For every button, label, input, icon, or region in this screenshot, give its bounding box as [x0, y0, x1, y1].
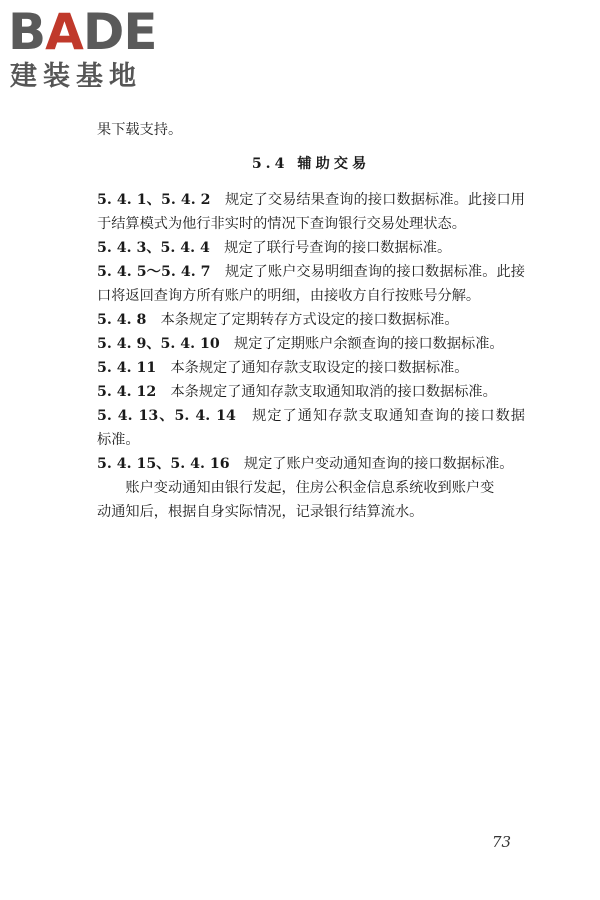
- clause-number: 5. 4. 11: [97, 360, 157, 376]
- paragraph-line: 果下载支持。: [97, 122, 183, 138]
- clause-text: 规定了账户交易明细查询的接口数据标准。此接: [224, 264, 525, 280]
- clause-5-4-12: [97, 380, 525, 404]
- clause-5-4-9: [97, 332, 525, 356]
- paragraph-line: 动通知后，根据自身实际情况，记录银行结算流水。: [97, 504, 424, 520]
- clause-5-4-13: [97, 404, 525, 428]
- paragraph-line: 于结算模式为他行非实时的情况下查询银行交易处理状态。: [97, 216, 466, 232]
- logo-subtitle: 建装基地: [10, 61, 142, 92]
- paragraph-line: 账户变动通知由银行发起，住房公积金信息系统收到账户变: [125, 480, 495, 496]
- clause-number: 5. 4. 5～5. 4. 7: [97, 264, 211, 280]
- clause-5-4-8: [97, 308, 525, 332]
- paragraph-line: 口将返回查询方所有账户的明细，由接收方自行按账号分解。: [97, 288, 481, 304]
- clause-text: 本条规定了定期转存方式设定的接口数据标准。: [160, 312, 459, 328]
- clause-5-4-3: [97, 236, 525, 260]
- clause-number: 5. 4. 9、5. 4. 10: [97, 336, 220, 352]
- clause-text: 规定了联行号查询的接口数据标准。: [224, 240, 452, 256]
- section-heading: 5.4 辅助交易: [251, 156, 371, 172]
- clause-5-4-1: [97, 188, 525, 212]
- clause-text: 规定了通知存款支取通知查询的接口数据: [252, 408, 525, 424]
- clause-5-4-11: [97, 356, 525, 380]
- clause-text: 规定了账户变动通知查询的接口数据标准。: [243, 456, 514, 472]
- clause-number: 5. 4. 3、5. 4. 4: [97, 240, 210, 256]
- clause-text: 本条规定了通知存款支取通知取消的接口数据标准。: [170, 384, 497, 400]
- clause-5-4-15: [97, 452, 525, 476]
- clause-number: 5. 4. 15、5. 4. 16: [97, 456, 230, 472]
- paragraph-line: 标准。: [97, 432, 140, 448]
- page-body: [97, 118, 525, 524]
- clause-text: 规定了交易结果查询的接口数据标准。此接口用: [224, 192, 525, 208]
- clause-text: 本条规定了通知存款支取设定的接口数据标准。: [170, 360, 469, 376]
- clause-5-4-5: [97, 260, 525, 284]
- clause-number: 5. 4. 8: [97, 312, 147, 328]
- clause-number: 5. 4. 12: [97, 384, 157, 400]
- logo-wordmark: BADE: [8, 3, 157, 61]
- clause-text: 规定了定期账户余额查询的接口数据标准。: [234, 336, 504, 352]
- clause-number: 5. 4. 1、5. 4. 2: [97, 192, 211, 208]
- page-number: 73: [492, 833, 512, 851]
- clause-number: 5. 4. 13、5. 4. 14: [97, 408, 236, 424]
- bade-logo: [8, 4, 178, 94]
